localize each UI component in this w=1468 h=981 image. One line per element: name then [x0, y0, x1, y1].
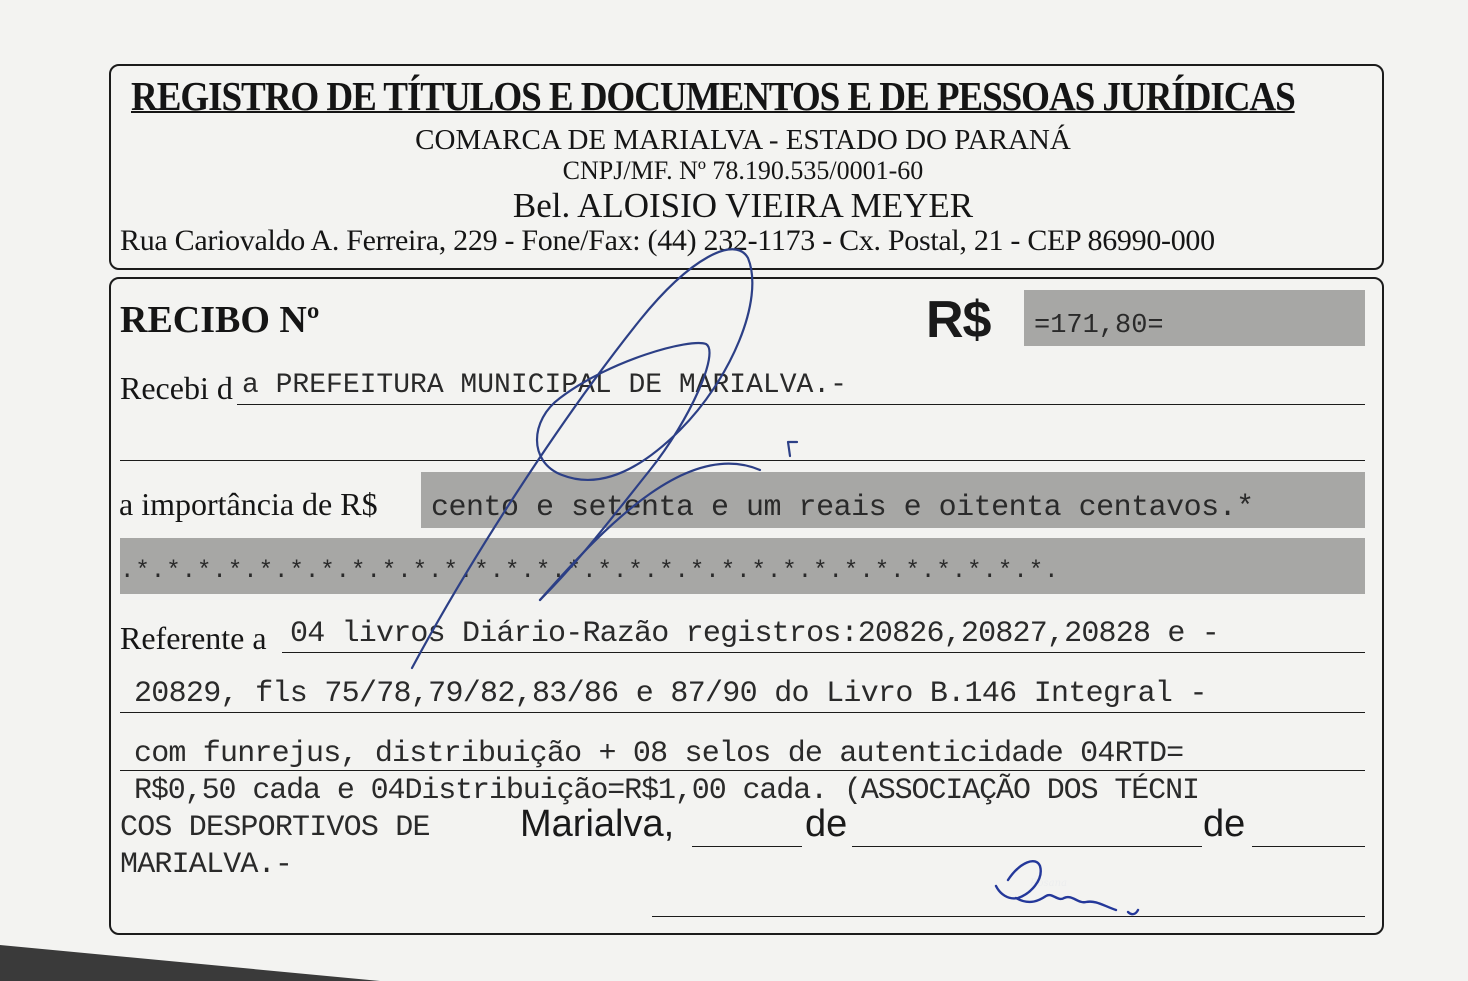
referente-underline-2 — [120, 712, 1365, 713]
header-address: Rua Cariovaldo A. Ferreira, 229 - Fone/Fax: (44) 232-1173 - Cx. Postal, 21 - CEP 86990-000 — [120, 224, 1215, 257]
header-comarca: COMARCA DE MARIALVA - ESTADO DO PARANÁ — [415, 124, 1071, 156]
currency-label: R$ — [926, 291, 991, 349]
referente-line-5: COS DESPORTIVOS DE — [120, 811, 430, 845]
payer-line-2 — [120, 460, 1365, 461]
payer-line — [237, 404, 1365, 405]
de-label-2: de — [1203, 803, 1246, 845]
recebi-label: Recebi d — [120, 370, 233, 406]
day-line — [692, 846, 802, 847]
referente-line-1: 04 livros Diário-Razão registros:20826,20827,20828 e - — [290, 617, 1219, 651]
referente-underline-1 — [282, 652, 1365, 653]
importancia-label: a importância de R$ — [119, 486, 378, 522]
referente-underline-3 — [120, 770, 1365, 771]
header-official: Bel. ALOISIO VIEIRA MEYER — [512, 186, 974, 225]
amount-value: =171,80= — [1034, 311, 1164, 341]
header-cnpj: CNPJ/MF. Nº 78.190.535/0001-60 — [562, 156, 924, 185]
referente-line-3: com funrejus, distribuição + 08 selos de autenticidade 04RTD= — [134, 737, 1184, 771]
payer-name: a PREFEITURA MUNICIPAL DE MARIALVA.- — [242, 370, 847, 401]
signature-line — [652, 916, 1365, 917]
header-title: REGISTRO DE TÍTULOS E DOCUMENTOS E DE PESSOAS JURÍDICAS — [131, 73, 1295, 119]
referente-label: Referente a — [120, 620, 267, 656]
referente-line-6: MARIALVA.- — [120, 848, 293, 882]
referente-line-4: R$0,50 cada e 04Distribuição=R$1,00 cada. (ASSOCIAÇÃO DOS TÉCNI — [134, 774, 1199, 808]
recibo-label: RECIBO Nº — [120, 299, 320, 341]
amount-words: cento e setenta e um reais e oitenta centavos.* — [431, 491, 1254, 525]
year-line — [1252, 846, 1365, 847]
de-label-1: de — [805, 803, 848, 845]
month-line — [852, 846, 1202, 847]
referente-line-2: 20829, fls 75/78,79/82,83/86 e 87/90 do Livro B.146 Integral - — [134, 677, 1207, 711]
filler-stars: .*.*.*.*.*.*.*.*.*.*.*.*.*.*.*.*.*.*.*.*.*.*.*.*.*.*.*.*.*.*. — [120, 558, 1060, 585]
signature-text — [1030, 878, 1067, 889]
place-name: Marialva, — [520, 803, 675, 845]
